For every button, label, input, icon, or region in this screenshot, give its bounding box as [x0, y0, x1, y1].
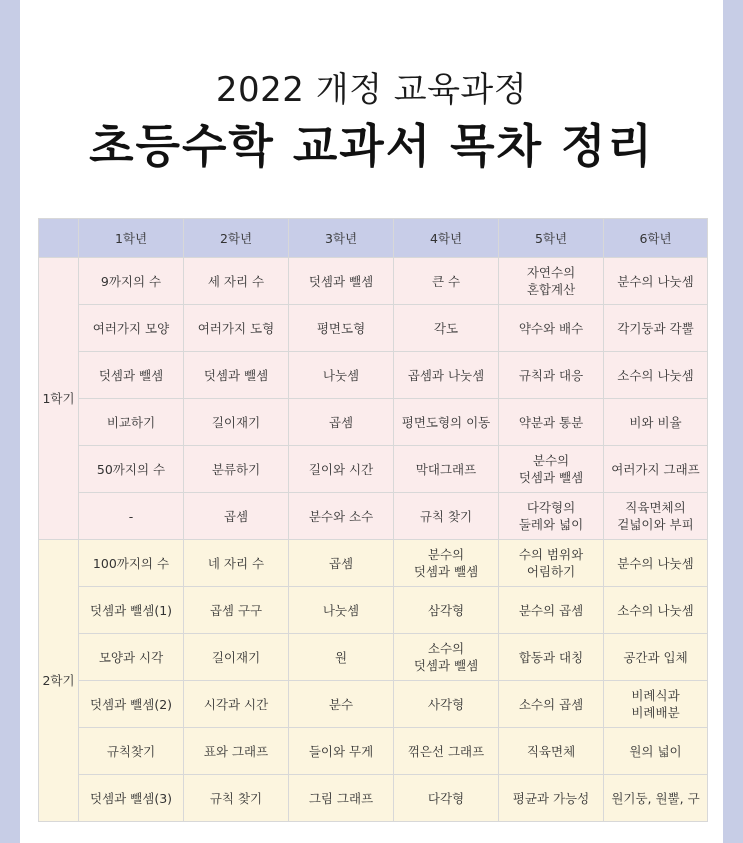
table-row [39, 305, 708, 352]
table-cell: 평균과 가능성 [499, 775, 604, 822]
table-cell: 모양과 시각 [79, 634, 184, 681]
semester-label: 1학기 [39, 258, 79, 540]
table-cell: 규칙과 대응 [499, 352, 604, 399]
table-cell: 100까지의 수 [79, 540, 184, 587]
table-cell: 평면도형 [289, 305, 394, 352]
table-cell: 소수의 곱셈 [499, 681, 604, 728]
table-cell: 원의 넓이 [604, 728, 708, 775]
table-cell: 다각형의 둘레와 넓이 [499, 493, 604, 540]
table-cell: 막대그래프 [394, 446, 499, 493]
table-cell: 곱셈 [289, 540, 394, 587]
column-header: 5학년 [499, 219, 604, 258]
curriculum-table [38, 218, 708, 822]
column-header: 1학년 [79, 219, 184, 258]
table-cell: 자연수의 혼합계산 [499, 258, 604, 305]
table-cell: 덧셈과 뺄셈(1) [79, 587, 184, 634]
table-cell: 평면도형의 이동 [394, 399, 499, 446]
table-cell: 네 자리 수 [184, 540, 289, 587]
column-header: 4학년 [394, 219, 499, 258]
table-row [39, 540, 708, 587]
table-cell: 수의 범위와 어림하기 [499, 540, 604, 587]
table-cell: 합동과 대칭 [499, 634, 604, 681]
table-cell: 약분과 통분 [499, 399, 604, 446]
table-cell: 직육면체의 겉넓이와 부피 [604, 493, 708, 540]
table-cell: 다각형 [394, 775, 499, 822]
table-cell: 나눗셈 [289, 587, 394, 634]
table-cell: 여러가지 그래프 [604, 446, 708, 493]
table-cell: 분류하기 [184, 446, 289, 493]
table-cell: 소수의 덧셈과 뺄셈 [394, 634, 499, 681]
table-cell: 사각형 [394, 681, 499, 728]
table-cell: 규칙 찾기 [394, 493, 499, 540]
table-cell: 소수의 나눗셈 [604, 352, 708, 399]
table-cell: 표와 그래프 [184, 728, 289, 775]
table-cell: 덧셈과 뺄셈(2) [79, 681, 184, 728]
table-cell: 꺾은선 그래프 [394, 728, 499, 775]
table-cell: 덧셈과 뺄셈(3) [79, 775, 184, 822]
table-cell: 약수와 배수 [499, 305, 604, 352]
table-cell: 비례식과 비례배분 [604, 681, 708, 728]
column-header: 3학년 [289, 219, 394, 258]
table-cell: 원기둥, 원뿔, 구 [604, 775, 708, 822]
table-cell: 공간과 입체 [604, 634, 708, 681]
table-cell: 곱셈 [289, 399, 394, 446]
table-cell: 9까지의 수 [79, 258, 184, 305]
column-header: 2학년 [184, 219, 289, 258]
table-cell: 나눗셈 [289, 352, 394, 399]
table-cell: 소수의 나눗셈 [604, 587, 708, 634]
table-cell: 곱셈 구구 [184, 587, 289, 634]
table-cell: 들이와 무게 [289, 728, 394, 775]
header-corner [39, 219, 79, 258]
table-row [39, 493, 708, 540]
table-cell: 여러가지 도형 [184, 305, 289, 352]
table-cell: - [79, 493, 184, 540]
page-title: 초등수학 교과서 목차 정리 [89, 119, 654, 173]
table-cell: 길이재기 [184, 399, 289, 446]
table-cell: 삼각형 [394, 587, 499, 634]
table-cell: 규칙 찾기 [184, 775, 289, 822]
table-row [39, 587, 708, 634]
table-cell: 덧셈과 뺄셈 [79, 352, 184, 399]
table-cell: 세 자리 수 [184, 258, 289, 305]
table-cell: 덧셈과 뺄셈 [289, 258, 394, 305]
table-cell: 각기둥과 각뿔 [604, 305, 708, 352]
table-cell: 분수의 곱셈 [499, 587, 604, 634]
table-row [39, 399, 708, 446]
table-cell: 분수와 소수 [289, 493, 394, 540]
table-row [39, 775, 708, 822]
table-cell: 비교하기 [79, 399, 184, 446]
document-sheet [20, 0, 723, 843]
table-cell: 곱셈과 나눗셈 [394, 352, 499, 399]
table-cell: 원 [289, 634, 394, 681]
table-cell: 그림 그래프 [289, 775, 394, 822]
column-header: 6학년 [604, 219, 708, 258]
table-cell: 시각과 시간 [184, 681, 289, 728]
table-row [39, 258, 708, 305]
table-row [39, 728, 708, 775]
title-line1: 2022 개정 교육과정 [215, 70, 528, 110]
table-cell: 분수 [289, 681, 394, 728]
table-cell: 곱셈 [184, 493, 289, 540]
table-row [39, 681, 708, 728]
table-cell: 50까지의 수 [79, 446, 184, 493]
header-row [39, 219, 708, 258]
table-cell: 규칙찾기 [79, 728, 184, 775]
semester-label: 2학기 [39, 540, 79, 822]
table-cell: 직육면체 [499, 728, 604, 775]
table-cell: 분수의 덧셈과 뺄셈 [394, 540, 499, 587]
table-cell: 분수의 나눗셈 [604, 258, 708, 305]
table-cell: 큰 수 [394, 258, 499, 305]
table-cell: 각도 [394, 305, 499, 352]
table-row [39, 446, 708, 493]
table-row [39, 634, 708, 681]
table-cell: 분수의 덧셈과 뺄셈 [499, 446, 604, 493]
table-cell: 덧셈과 뺄셈 [184, 352, 289, 399]
table-cell: 길이재기 [184, 634, 289, 681]
table-cell: 여러가지 모양 [79, 305, 184, 352]
table-cell: 길이와 시간 [289, 446, 394, 493]
table-row [39, 352, 708, 399]
table-cell: 분수의 나눗셈 [604, 540, 708, 587]
table-cell: 비와 비율 [604, 399, 708, 446]
